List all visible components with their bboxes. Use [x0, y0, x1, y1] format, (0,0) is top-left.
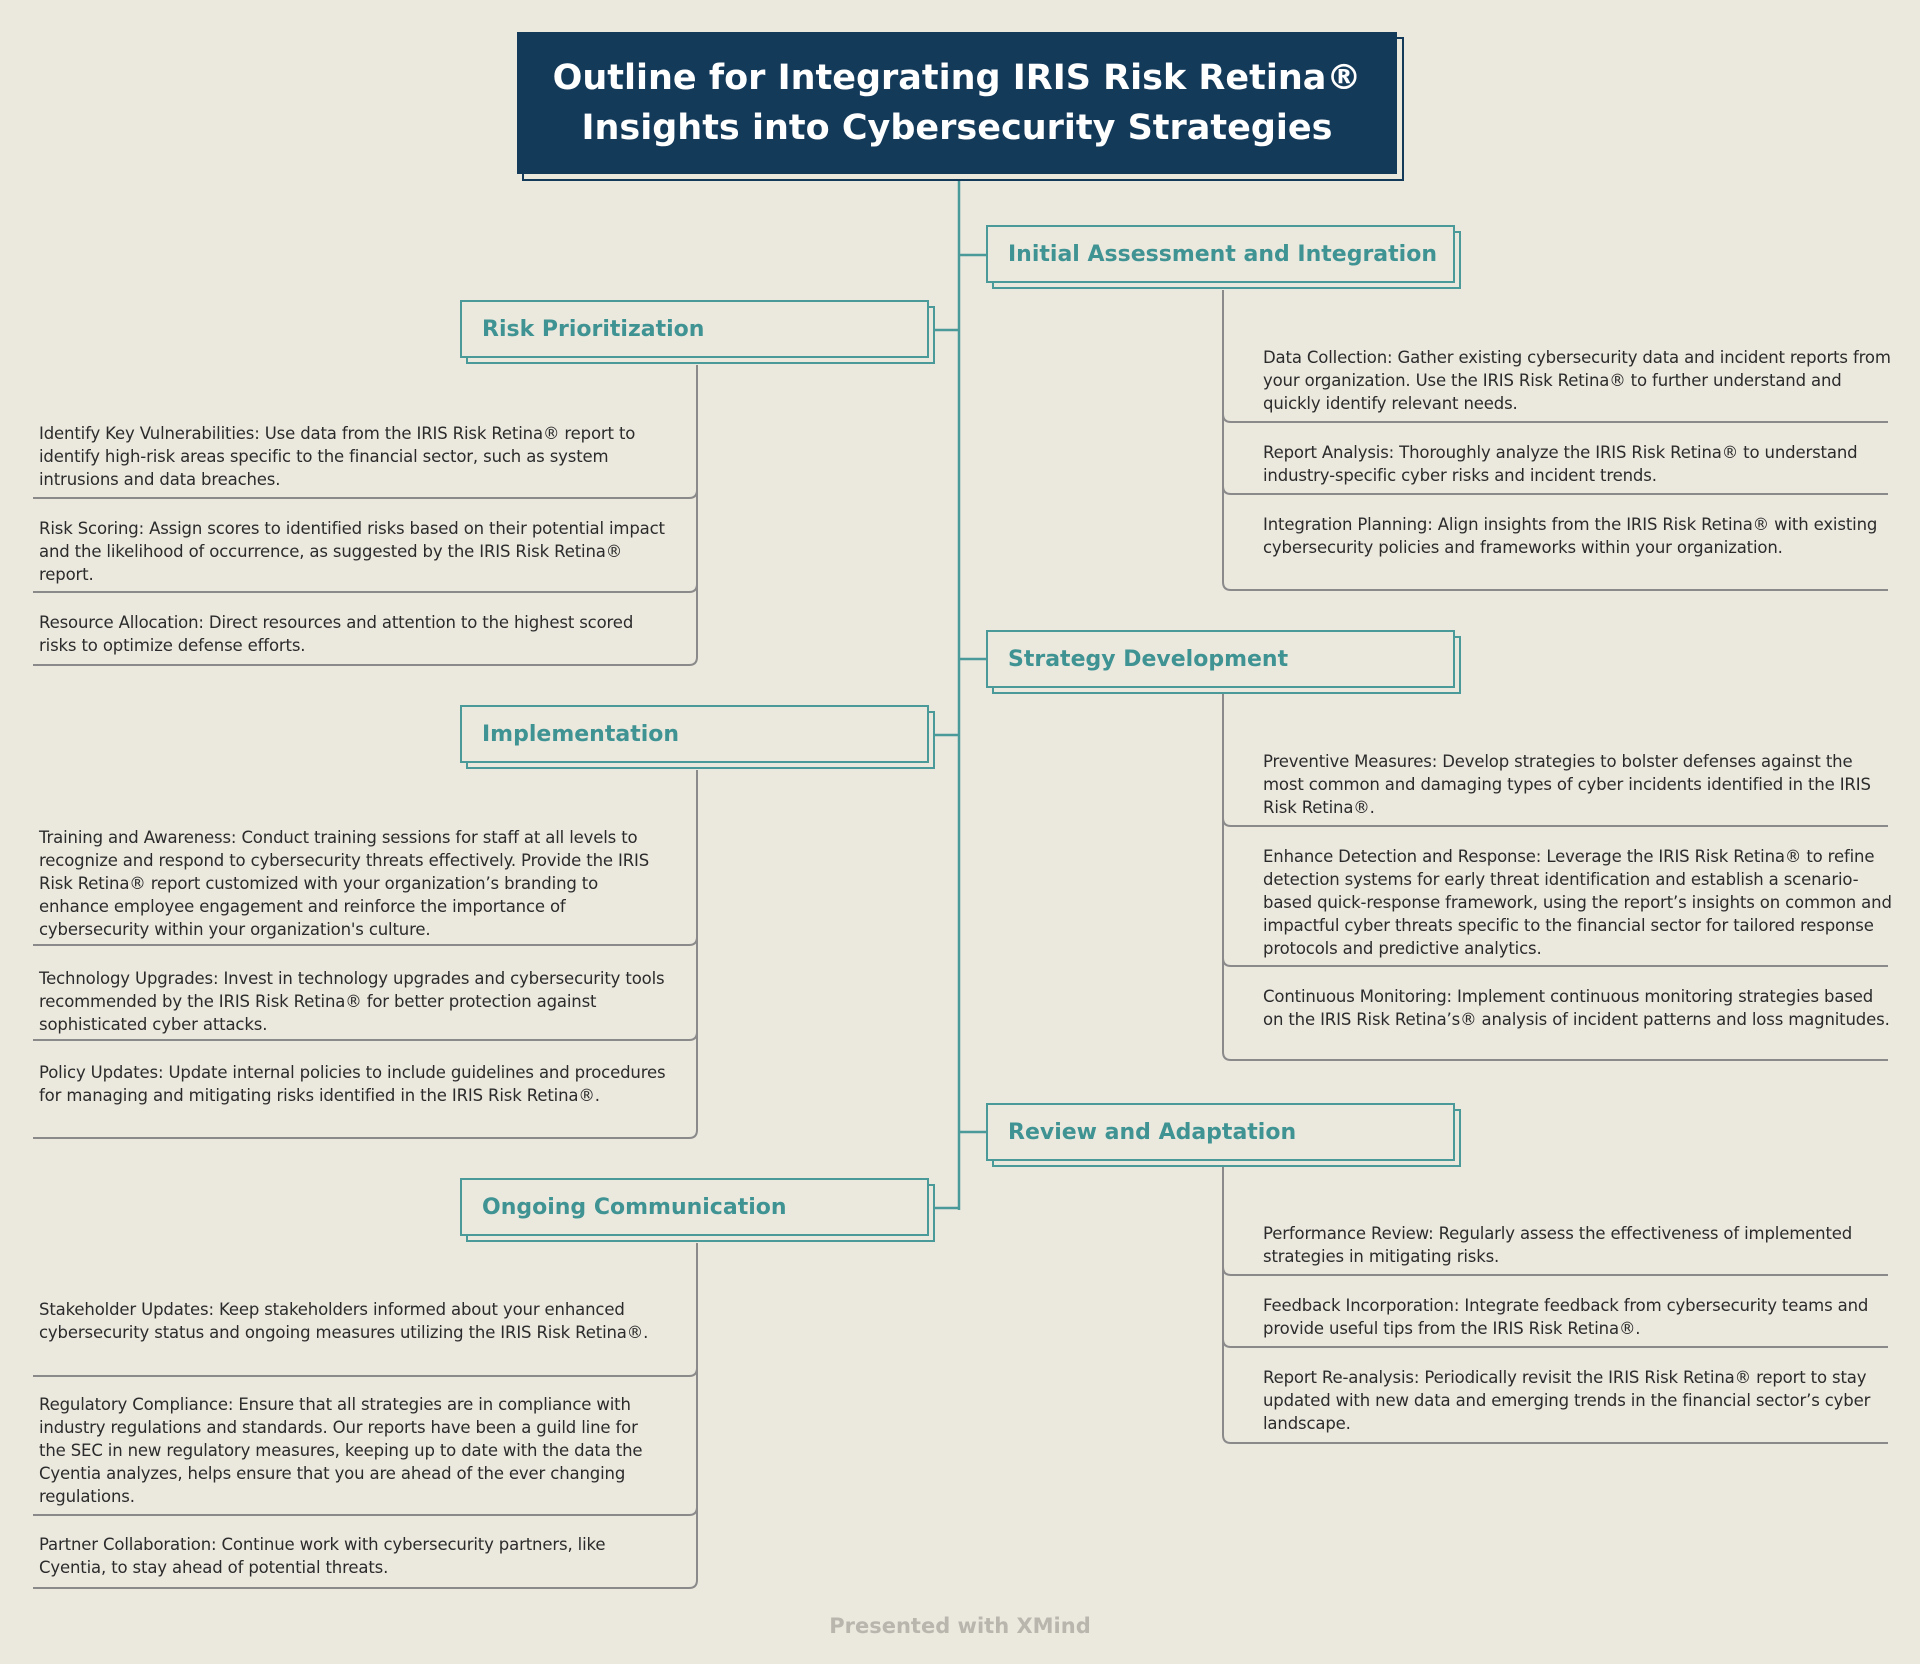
list-item: Performance Review: Regularly assess the effectiveness of implemented strategies in mitigating risks. [1263, 1224, 1853, 1266]
topic-ongoing-communication[interactable] [460, 1178, 929, 1236]
list-item: Training and Awareness: Conduct training sessions for staff at all levels to recognize and respond to cybersecurity threats effectively. Provide the IRIS Risk Retina® report customized with your organization’s branding to enhance employee engagement and reinforce the importance of cybersecurity within your organization's culture. [39, 828, 650, 939]
list-item: Policy Updates: Update internal policies to include guidelines and procedures for managing and mitigating risks identified in the IRIS Risk Retina®. [39, 1063, 666, 1105]
list-item: Integration Planning: Align insights from the IRIS Risk Retina® with existing cybersecurity policies and frameworks within your organization. [1263, 515, 1878, 557]
tree-risk [665, 365, 697, 665]
list-item: Report Re-analysis: Periodically revisit the IRIS Risk Retina® report to stay updated with new data and emerging trends in the financial sector’s cyber landscape. [1263, 1368, 1871, 1433]
topic-review-adaptation[interactable] [986, 1103, 1455, 1161]
list-item: Resource Allocation: Direct resources and attention to the highest scored risks to optimize defense efforts. [39, 613, 634, 655]
list-item: Enhance Detection and Response: Leverage the IRIS Risk Retina® to refine detection systems for early threat identification and establish a scenario-based quick-response framework, using the report’s insights on common and impactful cyber threats specific to the financial sector for tailored response protocols and predictive analytics. [1263, 847, 1892, 958]
topic-risk-prioritization[interactable] [460, 300, 929, 358]
list-item: Feedback Incorporation: Integrate feedback from cybersecurity teams and provide useful tips from the IRIS Risk Retina®. [1263, 1296, 1869, 1338]
topic-label: Risk Prioritization [482, 316, 705, 342]
list-item: Identify Key Vulnerabilities: Use data from the IRIS Risk Retina® report to identify high-risk areas specific to the financial sector, such as system intrusions and data breaches. [39, 424, 636, 489]
topic-label: Initial Assessment and Integration [1008, 241, 1437, 267]
title-line-2: Insights into Cybersecurity Strategies [581, 108, 1333, 148]
topic-label: Strategy Development [1008, 646, 1289, 672]
list-item: Preventive Measures: Develop strategies to bolster defenses against the most common and damaging types of cyber incidents identified in the IRIS Risk Retina®. [1263, 752, 1871, 817]
topic-label: Implementation [482, 721, 680, 747]
list-item: Continuous Monitoring: Implement continuous monitoring strategies based on the IRIS Risk Retina’s® analysis of incident patterns and loss magnitudes. [1263, 987, 1890, 1029]
topic-strategy-development[interactable] [986, 630, 1455, 688]
topic-initial-assessment[interactable] [986, 225, 1455, 283]
topic-implementation[interactable] [460, 705, 929, 763]
list-item: Data Collection: Gather existing cybersecurity data and incident reports from your organization. Use the IRIS Risk Retina® to further understand and quickly identify relevant needs. [1263, 348, 1891, 413]
central-topic-title[interactable] [517, 32, 1397, 174]
tree-ongoing [665, 1243, 697, 1588]
list-item: Report Analysis: Thoroughly analyze the IRIS Risk Retina® to understand industry-specific cyber risks and incident trends. [1263, 443, 1858, 485]
topic-label: Ongoing Communication [482, 1194, 787, 1220]
list-item: Regulatory Compliance: Ensure that all strategies are in compliance with industry regulations and standards. Our reports have been a guild line for the SEC in new regulatory measures, keeping up to date with the data the Cyentia analyzes, helps ensure that you are ahead of the ever changing regulations. [39, 1395, 643, 1506]
title-line-1: Outline for Integrating IRIS Risk Retina® [552, 58, 1362, 98]
tree-implementation [665, 770, 697, 1138]
list-item: Stakeholder Updates: Keep stakeholders informed about your enhanced cybersecurity status and ongoing measures utilizing the IRIS Risk Retina®. [39, 1300, 649, 1342]
topic-label: Review and Adaptation [1008, 1119, 1297, 1145]
list-item: Risk Scoring: Assign scores to identified risks based on their potential impact and the likelihood of occurrence, as suggested by the IRIS Risk Retina® report. [39, 519, 665, 584]
footer-credit: Presented with XMind [829, 1614, 1091, 1638]
list-item: Partner Collaboration: Continue work with cybersecurity partners, like Cyentia, to stay ahead of potential threats. [39, 1535, 606, 1577]
list-item: Technology Upgrades: Invest in technology upgrades and cybersecurity tools recommended by the IRIS Risk Retina® for better protection against sophisticated cyber attacks. [39, 969, 665, 1034]
